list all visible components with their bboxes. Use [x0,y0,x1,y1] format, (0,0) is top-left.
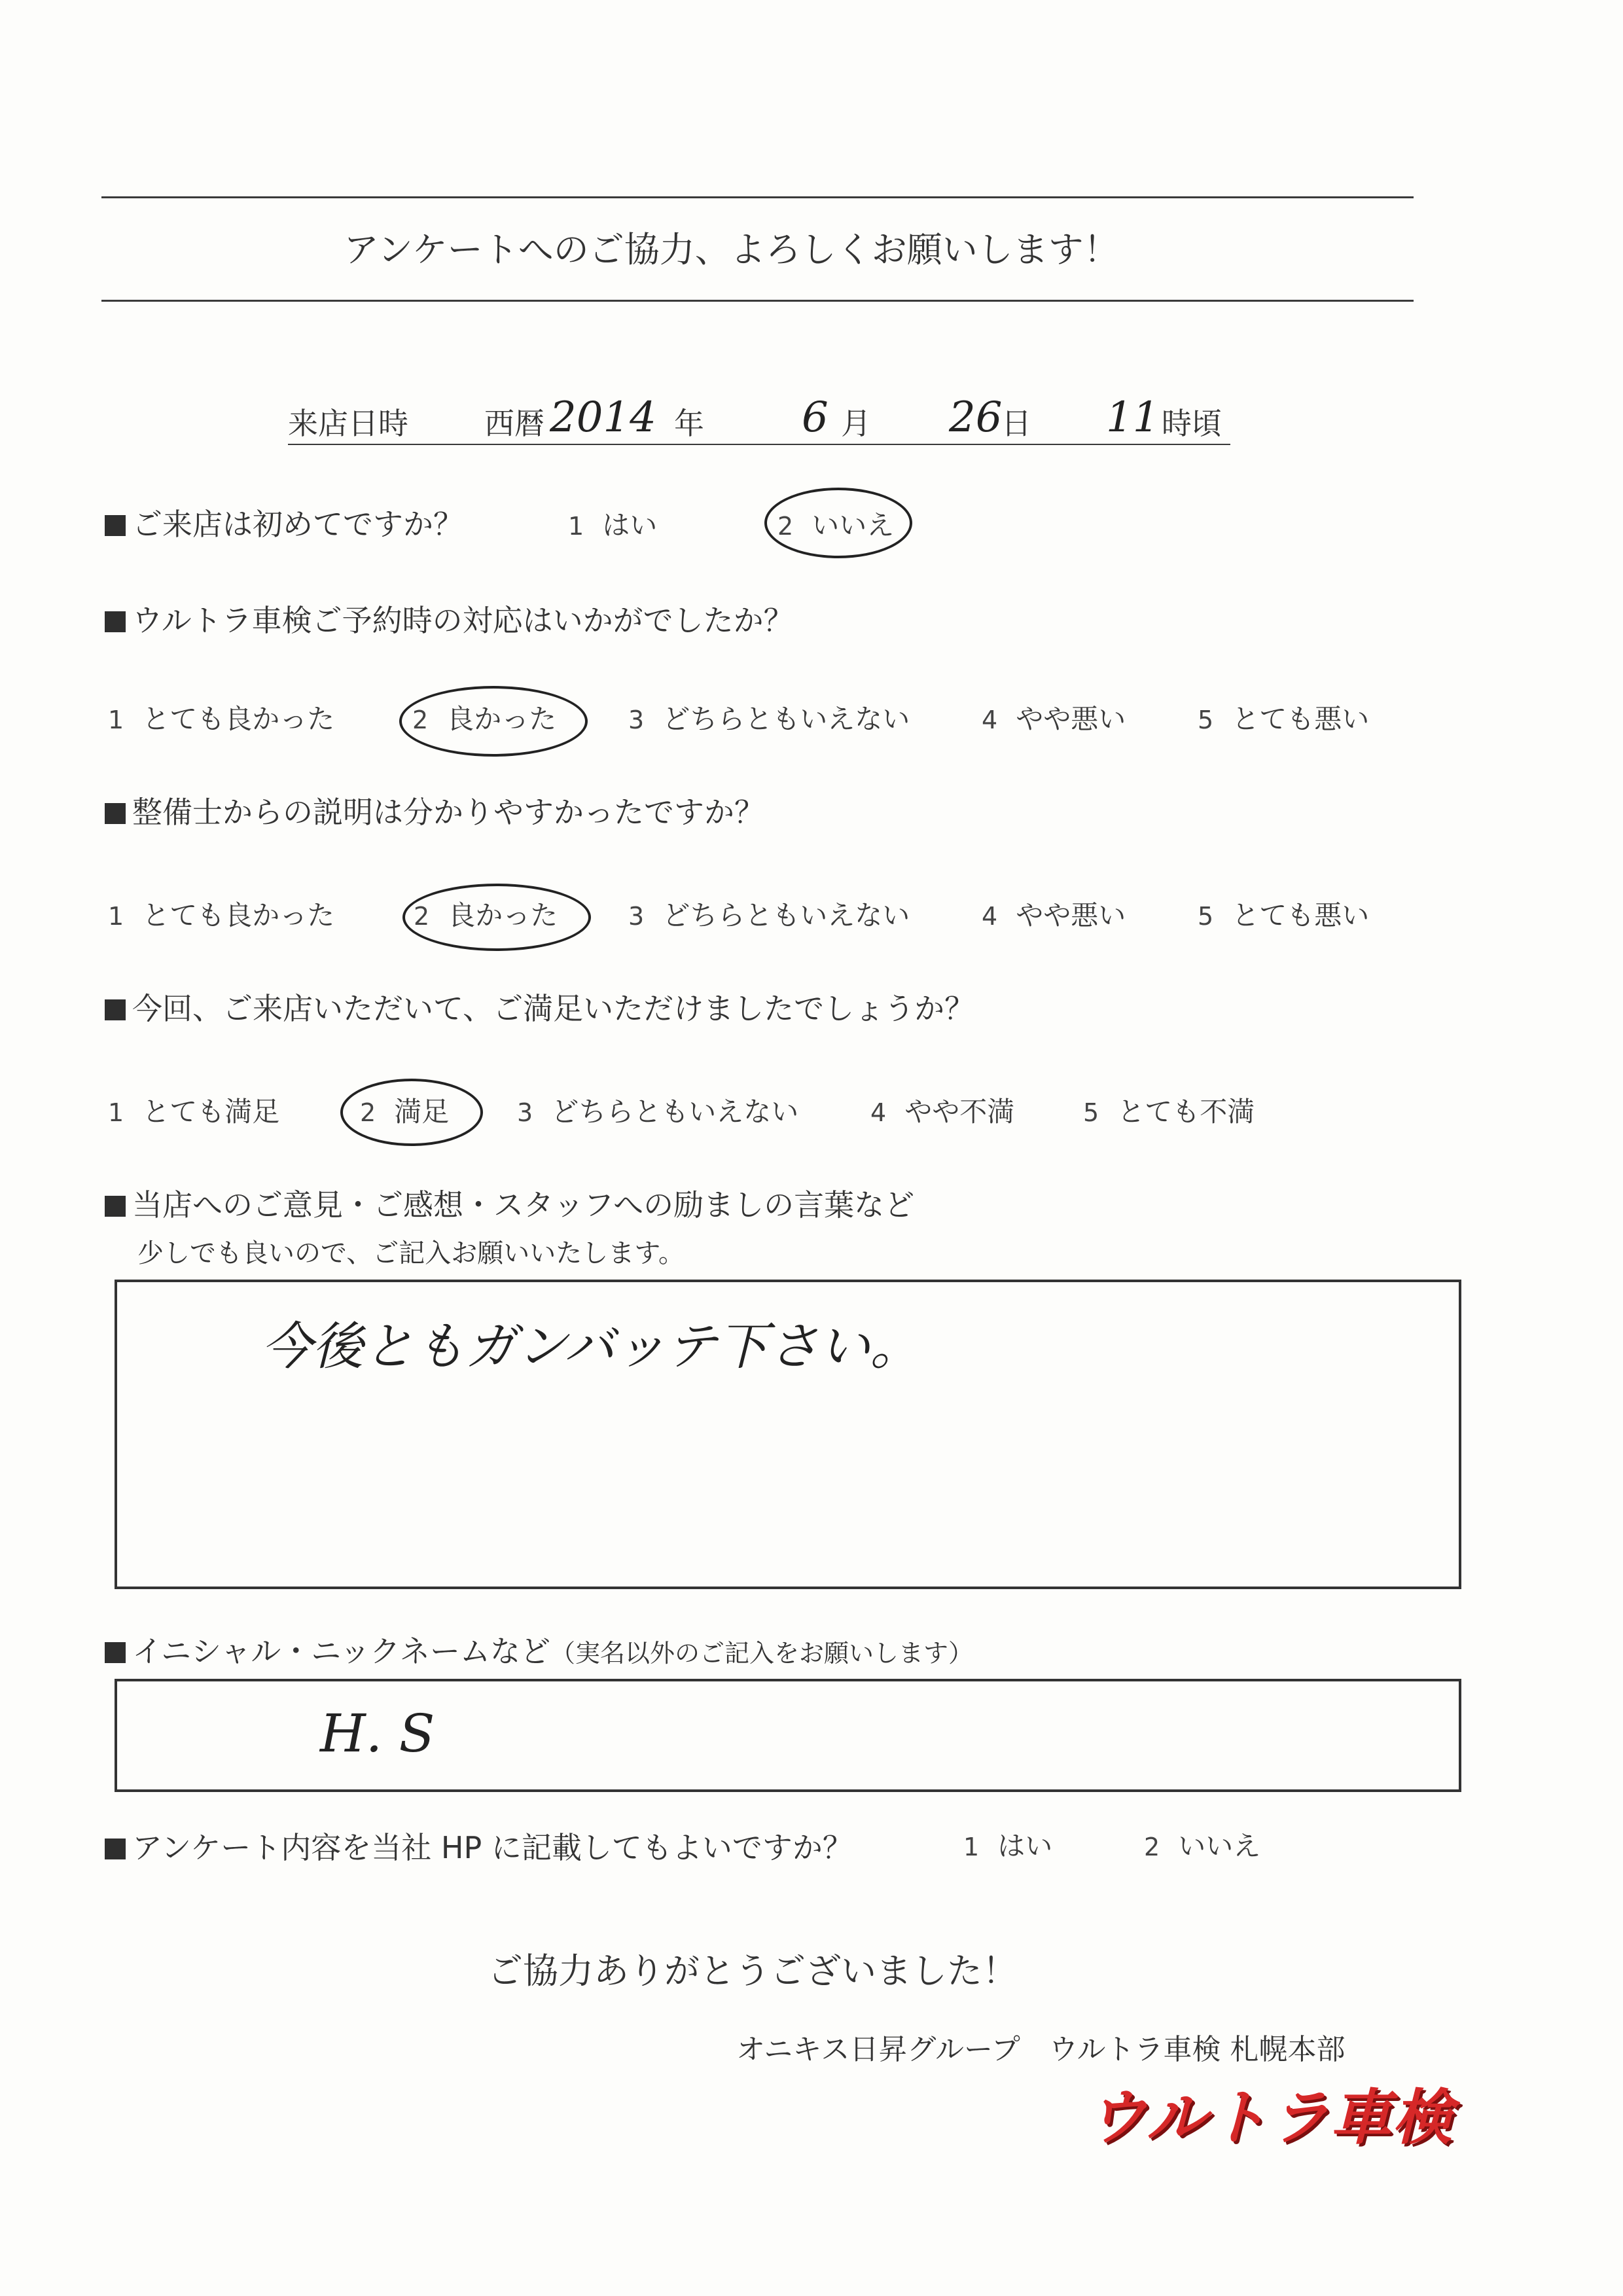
visit-date-row [288,393,1230,445]
visit-month[interactable]: 6 [802,393,829,442]
hour-unit: 時頃 [1162,406,1222,441]
q4-question [105,991,975,1026]
bullet-square [105,803,126,824]
visit-day[interactable]: 26 [949,393,1003,442]
era-label: 西暦 [484,406,544,441]
q1-option-1[interactable] [568,509,658,541]
day-unit: 日 [1001,406,1031,441]
option-label: どちらともいえない [551,1096,799,1128]
bullet-square [105,1642,126,1663]
q4-option-3[interactable] [517,1098,798,1126]
q7-option-2[interactable] [1144,1830,1261,1862]
bullet-square [105,611,126,632]
option-label: どちらともいえない [662,899,910,931]
bullet-square [105,515,126,536]
q2-question [105,605,794,636]
option-number: 4 [982,902,998,931]
thanks-message: ご協力ありがとうございました！ [488,1950,1018,1992]
bullet-square [105,1839,126,1859]
option-number: 2 [360,1098,376,1127]
survey-title: アンケートへのご協力、よろしくお願いします！ [344,229,1119,270]
option-label: 満足 [394,1096,450,1128]
comment-answer: 今後ともガンバッテ下さい。 [261,1318,921,1376]
q2-selected-circle [399,686,588,757]
nickname-box[interactable] [115,1679,1461,1792]
header-top-rule [101,196,1414,198]
q1-question [105,507,463,542]
option-label: いいえ [812,509,895,541]
q3-selected-circle [402,884,591,951]
option-number: 1 [108,902,124,931]
option-number: 4 [870,1098,887,1127]
option-number: 2 [777,512,794,541]
q3-option-4[interactable] [982,899,1126,931]
visit-year[interactable]: 2014 [550,393,656,442]
option-label: いいえ [1178,1830,1261,1862]
visit-date-underline [288,444,1230,445]
q7-option-1[interactable] [963,1830,1053,1862]
option-number: 2 [1144,1833,1160,1861]
option-label: やや不満 [904,1096,1015,1128]
q5-subtext: 少しでも良いので、ご記入お願いいたします。 [137,1238,685,1268]
q6-note: （実名以外のご記入をお願いします） [550,1639,973,1668]
comment-box[interactable] [115,1280,1461,1589]
company-name: オニキス日昇グループ ウルトラ車検 札幌本部 [736,2033,1346,2066]
option-number: 1 [108,706,124,734]
q2-question-text: ウルトラ車検ご予約時の対応はいかがでしたか？ [132,603,794,638]
option-label: はい [602,509,658,541]
visit-hour[interactable]: 11 [1106,393,1160,442]
header-bottom-rule [101,300,1414,302]
option-number: 2 [414,902,430,931]
q3-question [105,795,764,830]
q4-option-5[interactable] [1083,1098,1255,1126]
ultra-shaken-logo: ウルトラ車検 [1086,2083,1454,2153]
q4-question-text: 今回、ご来店いただいて、ご満足いただけましたでしょうか？ [132,991,975,1026]
option-label: とても不満 [1117,1096,1255,1128]
q2-option-1[interactable] [108,703,335,735]
year-unit: 年 [674,406,704,441]
q5-question [105,1187,915,1223]
q3-question-text: 整備士からの説明は分かりやすかったですか？ [132,795,764,830]
q3-option-1[interactable] [108,899,335,931]
q1-question-text: ご来店は初めてですか？ [132,507,463,542]
option-number: 1 [963,1833,980,1861]
option-number: 1 [108,1098,124,1127]
option-number: 3 [628,902,645,931]
option-label: 良かった [448,899,558,931]
option-label: とても良かった [142,899,335,931]
option-number: 3 [517,1098,533,1127]
option-label: はい [997,1830,1053,1862]
option-label: やや悪い [1016,703,1126,735]
q3-option-5[interactable] [1198,899,1370,931]
q7-question [105,1830,853,1865]
q6-question [105,1634,973,1669]
bullet-square [105,999,126,1020]
q2-option-4[interactable] [982,703,1126,735]
q4-selected-circle [340,1079,483,1146]
option-number: 3 [628,706,645,734]
option-label: とても良かった [142,703,335,735]
q7-question-text: アンケート内容を当社 HP に記載してもよいですか？ [132,1830,853,1865]
option-number: 2 [412,706,429,734]
option-number: 5 [1083,1098,1099,1127]
q2-option-3[interactable] [628,703,910,735]
q2-option-5[interactable] [1198,703,1370,735]
month-unit: 月 [841,406,871,441]
q3-option-3[interactable] [628,899,910,931]
option-label: 良かった [446,703,557,735]
option-label: とても満足 [142,1096,280,1128]
bullet-square [105,1196,126,1217]
option-number: 5 [1198,902,1214,931]
q1-selected-circle [764,488,912,558]
option-label: やや悪い [1016,899,1126,931]
visit-date-label: 来店日時 [288,406,408,441]
q5-question-text: 当店へのご意見・ご感想・スタッフへの励ましの言葉など [132,1187,915,1223]
q4-option-1[interactable] [108,1098,279,1126]
q6-question-text: イニシャル・ニックネームなど [132,1634,550,1669]
option-label: とても悪い [1232,899,1370,931]
q4-option-4[interactable] [870,1098,1014,1126]
nickname-answer: H. S [320,1703,435,1764]
option-label: とても悪い [1232,703,1370,735]
option-number: 4 [982,706,998,734]
option-number: 5 [1198,706,1214,734]
option-label: どちらともいえない [662,703,910,735]
option-number: 1 [568,512,584,541]
